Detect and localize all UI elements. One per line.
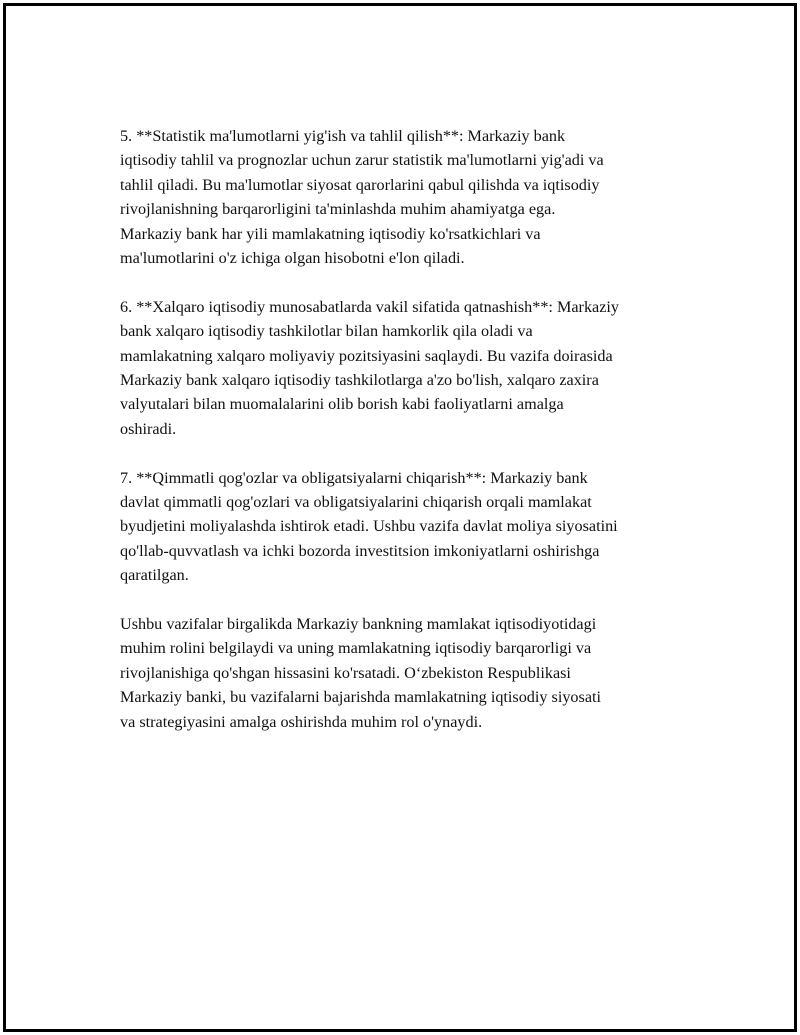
text-line: byudjetini moliyalashda ishtirok etadi. Ushbu vazifa davlat moliya siyosatini bbox=[120, 517, 618, 536]
paragraph-item-6 bbox=[120, 295, 710, 441]
text-line: mamlakatning xalqaro moliyaviy pozitsiyasini saqlaydi. Bu vazifa doirasida bbox=[120, 346, 613, 365]
text-line: iqtisodiy tahlil va prognozlar uchun zarur statistik ma'lumotlarni yig'adi va bbox=[120, 151, 604, 170]
text-line: Ushbu vazifalar birgalikda Markaziy bankning mamlakat iqtisodiyotidagi bbox=[120, 615, 597, 634]
text-line: Markaziy bank har yili mamlakatning iqtisodiy ko'rsatkichlari va bbox=[120, 224, 541, 243]
text-line: 7. **Qimmatli qog'ozlar va obligatsiyalarni chiqarish**: Markaziy bank bbox=[120, 468, 588, 487]
text-line: 6. **Xalqaro iqtisodiy munosabatlarda vakil sifatida qatnashish**: Markaziy bbox=[120, 297, 619, 316]
text-line: valyutalari bilan muomalalarini olib borish kabi faoliyatlarni amalga bbox=[120, 395, 564, 414]
text-line: bank xalqaro iqtisodiy tashkilotlar bilan hamkorlik qila oladi va bbox=[120, 322, 533, 341]
document-body bbox=[120, 124, 710, 759]
text-line: davlat qimmatli qog'ozlari va obligatsiyalarini chiqarish orqali mamlakat bbox=[120, 493, 592, 512]
text-line: 5. **Statistik ma'lumotlarni yig'ish va tahlil qilish**: Markaziy bank bbox=[120, 127, 566, 145]
text-line: Markaziy bank xalqaro iqtisodiy tashkilotlarga a'zo bo'lish, xalqaro zaxira bbox=[120, 371, 599, 390]
text-line: rivojlanishning barqarorligini ta'minlashda muhim ahamiyatga ega. bbox=[120, 200, 556, 219]
text-line: oshiradi. bbox=[120, 419, 177, 438]
text-line: ma'lumotlarini o'z ichiga olgan hisobotni e'lon qiladi. bbox=[120, 249, 465, 268]
paragraph-item-5 bbox=[120, 124, 710, 270]
text-line: Markaziy banki, bu vazifalarni bajarishda mamlakatning iqtisodiy siyosati bbox=[120, 688, 602, 707]
text-line: va strategiyasini amalga oshirishda muhim rol o'ynaydi. bbox=[120, 712, 483, 731]
text-line: qo'llab-quvvatlash va ichki bozorda investitsion imkoniyatlarni oshirishga bbox=[120, 541, 600, 560]
text-line: muhim rolini belgilaydi va uning mamlakatning iqtisodiy barqarorligi va bbox=[120, 639, 592, 658]
paragraph-item-7 bbox=[120, 466, 710, 588]
paragraph-conclusion bbox=[120, 612, 710, 734]
text-line: tahlil qiladi. Bu ma'lumotlar siyosat qarorlarini qabul qilishda va iqtisodiy bbox=[120, 175, 600, 194]
text-line: rivojlanishiga qo'shgan hissasini ko'rsatadi. O‘zbekiston Respublikasi bbox=[120, 663, 571, 682]
document-page bbox=[3, 3, 797, 1032]
text-line: qaratilgan. bbox=[120, 566, 189, 585]
